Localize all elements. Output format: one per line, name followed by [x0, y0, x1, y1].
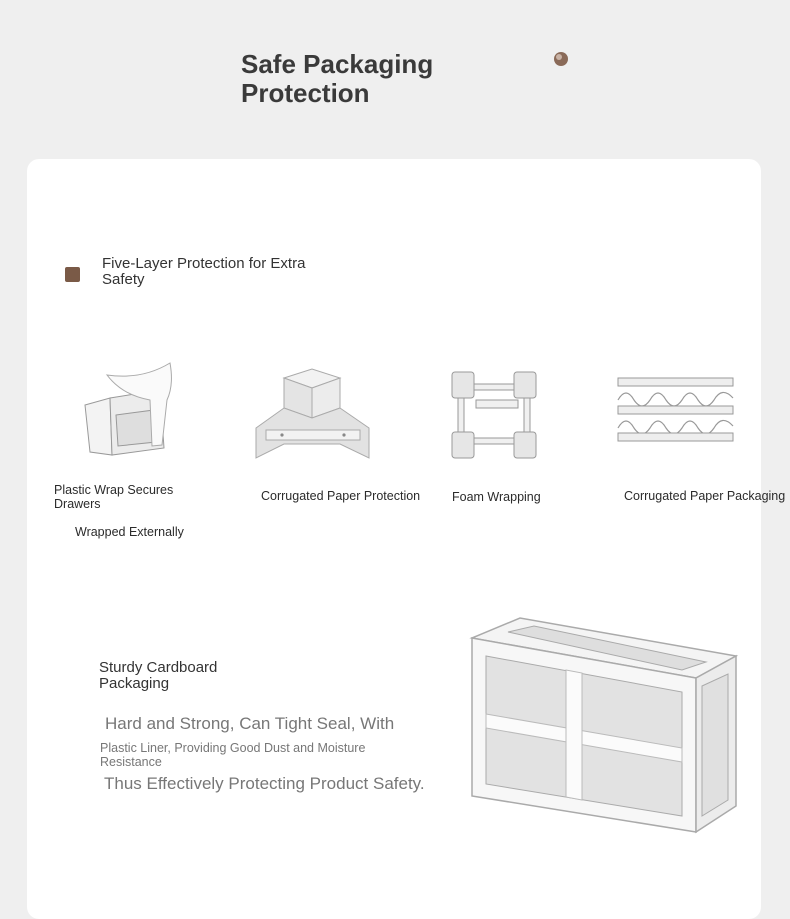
layer-sublabel: Wrapped Externally [75, 525, 184, 539]
cardboard-box-icon [468, 616, 740, 838]
feature-description-line2: Plastic Liner, Providing Good Dust and Moisture Resistance [100, 741, 366, 769]
corrugated-sheet-icon [616, 376, 736, 444]
foam-frame-icon [450, 370, 540, 462]
layer-label: Corrugated Paper Packaging [624, 489, 786, 503]
feature-title: Sturdy Cardboard Packaging [99, 659, 218, 692]
feature-description-line3: Thus Effectively Protecting Product Safety. [104, 774, 425, 793]
corrugated-corner-protector-icon [254, 366, 372, 461]
layer-label: Corrugated Paper Protection [261, 489, 421, 503]
layer-label: Plastic Wrap Secures Drawers [54, 483, 174, 511]
brand-logo-icon [550, 48, 572, 70]
section-title: Five-Layer Protection for Extra Safety [102, 255, 306, 288]
section-marker [65, 267, 80, 282]
layer-label: Foam Wrapping [452, 490, 541, 504]
plastic-wrap-drawer-icon [82, 360, 177, 460]
page-title: Safe Packaging Protection [241, 49, 434, 108]
feature-description-line1: Hard and Strong, Can Tight Seal, With [105, 714, 395, 733]
